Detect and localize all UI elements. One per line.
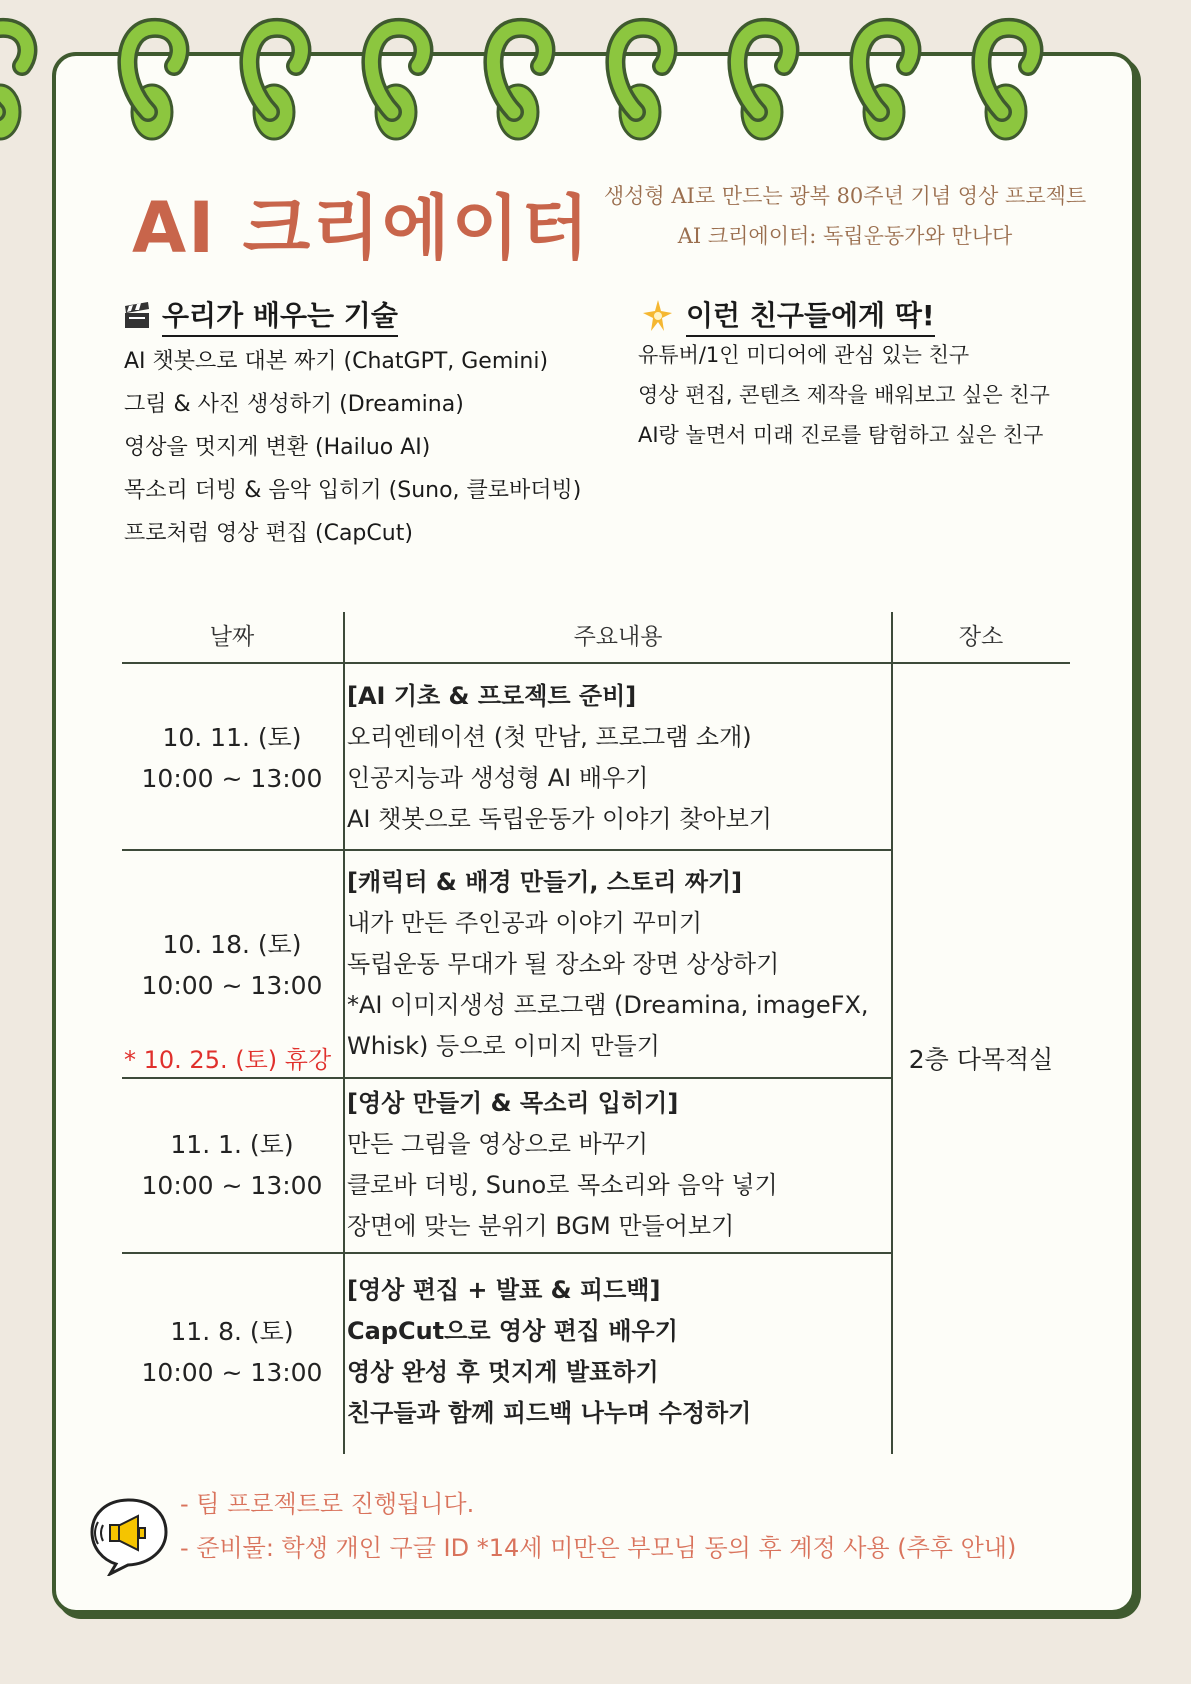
schedule-date [122, 1311, 342, 1393]
notes [180, 1482, 1016, 1570]
ring-icon [615, 28, 667, 139]
session-line: 클로바 더빙, Suno로 목소리와 음악 넣기 [347, 1171, 778, 1199]
ring-icon [249, 28, 301, 139]
session-heading: [영상 편집 + 발표 & 피드백] [347, 1276, 661, 1304]
list-item: 그림 & 사진 생성하기 (Dreamina) [124, 392, 464, 417]
table-header-place: 장소 [958, 624, 1004, 650]
subtitle-line-1: 생성형 AI로 만드는 광복 80주년 기념 영상 프로젝트 [603, 184, 1087, 208]
list-item: 목소리 더빙 & 음악 입히기 (Suno, 클로바더빙) [124, 478, 582, 503]
list-item: AI랑 놀면서 미래 진로를 탐험하고 싶은 친구 [638, 423, 1044, 447]
session-line: AI 챗봇으로 독립운동가 이야기 찾아보기 [347, 805, 772, 833]
schedule-date [122, 1124, 342, 1206]
schedule-content [347, 1270, 887, 1434]
session-line: 인공지능과 생성형 AI 배우기 [347, 764, 649, 792]
page-title: AI 크리에이터 [132, 187, 591, 269]
schedule-date [122, 924, 342, 1006]
session-heading: [캐릭터 & 배경 만들기, 스토리 짜기] [347, 868, 743, 896]
date-text: 10. 18. (토) [162, 930, 302, 959]
session-line: 영상 완성 후 멋지게 발표하기 [347, 1358, 659, 1386]
place-text: 2층 다목적실 [908, 1045, 1054, 1074]
ring-icon [371, 28, 423, 139]
schedule-content [347, 1083, 887, 1247]
closed-note: * 10. 25. (토) 휴강 [124, 1046, 332, 1074]
sparkle-icon [640, 299, 676, 333]
skills-heading-text: 우리가 배우는 기술 [162, 294, 398, 337]
schedule-content [347, 862, 887, 1067]
spiral-binding [0, 0, 1191, 160]
session-line: CapCut으로 영상 편집 배우기 [347, 1317, 678, 1345]
table-divider [122, 1077, 892, 1079]
table-divider [122, 849, 892, 851]
ring-icon [981, 28, 1033, 139]
note-item: - 준비물: 학생 개인 구글 ID *14세 미만은 부모님 동의 후 계정 사용 (추후 안내) [180, 1534, 1017, 1562]
table-header-date: 날짜 [209, 624, 255, 650]
ring-icon [493, 28, 545, 139]
session-line: 내가 만든 주인공과 이야기 꾸미기 [347, 909, 703, 937]
list-item: AI 챗봇으로 대본 짜기 (ChatGPT, Gemini) [124, 349, 549, 374]
table-header-content: 주요내용 [573, 624, 663, 650]
date-text: 11. 1. (토) [170, 1130, 294, 1159]
list-item: 영상을 멋지게 변환 (Hailuo AI) [124, 435, 431, 460]
table-divider [122, 662, 1070, 664]
ring-icon [859, 28, 911, 139]
session-line: 오리엔테이션 (첫 만남, 프로그램 소개) [347, 723, 752, 751]
time-text: 10:00 ~ 13:00 [141, 1171, 323, 1200]
ring-icon [0, 28, 27, 139]
subtitle [580, 176, 1110, 256]
time-text: 10:00 ~ 13:00 [141, 1358, 323, 1387]
session-line: 친구들과 함께 피드백 나누며 수정하기 [347, 1399, 752, 1427]
list-item: 영상 편집, 콘텐츠 제작을 배워보고 싶은 친구 [638, 383, 1050, 407]
session-line: Whisk) 등으로 이미지 만들기 [347, 1032, 660, 1060]
target-heading-text: 이런 친구들에게 딱! [686, 294, 935, 337]
table-divider [122, 1252, 892, 1254]
session-line: 만든 그림을 영상으로 바꾸기 [347, 1130, 649, 1158]
list-item: 유튜버/1인 미디어에 관심 있는 친구 [638, 343, 970, 367]
skills-list [124, 340, 581, 555]
subtitle-line-2: AI 크리에이터: 독립운동가와 만나다 [677, 224, 1013, 248]
note-item: - 팀 프로젝트로 진행됩니다. [180, 1490, 475, 1518]
table-divider [343, 612, 345, 1454]
session-line: 장면에 맞는 분위기 BGM 만들어보기 [347, 1212, 735, 1240]
session-line: 독립운동 무대가 될 장소와 장면 상상하기 [347, 950, 780, 978]
date-text: 10. 11. (토) [162, 723, 302, 752]
schedule-date [122, 717, 342, 799]
target-heading [640, 294, 935, 337]
ring-icon [127, 28, 179, 139]
date-text: 11. 8. (토) [170, 1317, 294, 1346]
session-heading: [AI 기초 & 프로젝트 준비] [347, 682, 637, 710]
skills-heading [122, 294, 398, 337]
list-item: 프로처럼 영상 편집 (CapCut) [124, 521, 413, 546]
clapperboard-icon [122, 302, 152, 330]
ring-icon [737, 28, 789, 139]
table-divider [891, 612, 893, 1454]
time-text: 10:00 ~ 13:00 [141, 764, 323, 793]
megaphone-icon [86, 1494, 172, 1576]
schedule-content [347, 676, 887, 840]
session-line: *AI 이미지생성 프로그램 (Dreamina, imageFX, [347, 991, 869, 1019]
time-text: 10:00 ~ 13:00 [141, 971, 323, 1000]
target-list [638, 335, 1050, 455]
session-heading: [영상 만들기 & 목소리 입히기] [347, 1089, 679, 1117]
